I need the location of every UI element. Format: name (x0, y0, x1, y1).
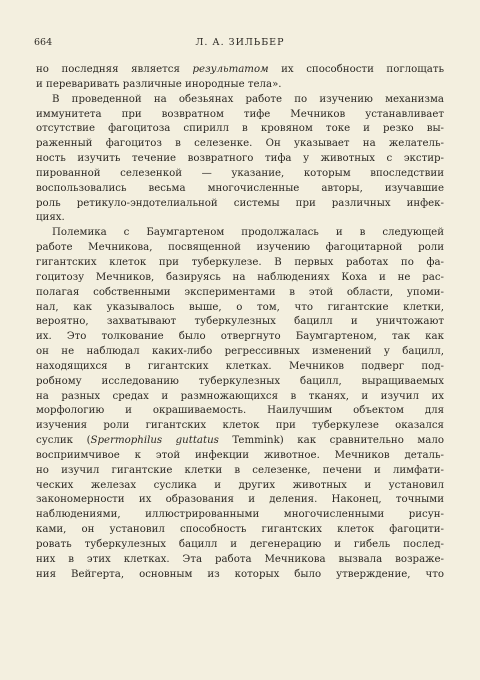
paragraph (36, 226, 444, 582)
paragraph (36, 63, 444, 93)
species-name: Spermophilus guttatus (90, 435, 219, 447)
body-text (36, 63, 444, 583)
text-line: но изучил гигантские клетки в селезенке, печени и лимфати- (36, 464, 444, 476)
text-line: суслик (Spermophilus guttatus Temmink) как сравнительно мало (36, 435, 444, 447)
text-line: и переваривать различные инородные тела». (36, 78, 282, 90)
text-line: восприимчивое к этой инфекции животное. Мечников деталь- (36, 449, 444, 461)
text-line: ческих железах суслика и других животных и установил (36, 479, 444, 491)
page-number: 664 (34, 37, 53, 48)
text-line: полагая собственными экспериментами в этой области, упоми- (36, 286, 444, 298)
running-title: Л. А. ЗИЛЬБЕР (195, 37, 285, 48)
text-line: находящихся в гигантских клетках. Мечников подверг под- (36, 360, 444, 372)
text-line: циях. (36, 212, 65, 224)
text-line: ность изучить течение возвратного тифа у животных с экстир- (36, 153, 444, 165)
text-line: на разных средах и размножающихся в тканях, и изучил их (36, 390, 444, 402)
text-line: нал, как указывалось выше, о том, что гигантские клетки, (36, 301, 444, 313)
text-line: он не наблюдал каких-либо регрессивных изменений у бацилл, (36, 346, 444, 358)
paragraph (36, 93, 444, 227)
text-line: пированной селезенкой — указание, которым впоследствии (36, 167, 444, 179)
text-line: ния Вейгерта, основным из которых было утверждение, что (36, 568, 444, 580)
text-line: морфологию и окрашиваемость. Наилучшим объектом для (36, 405, 444, 417)
text-line: воспользовались весьма многочисленные авторы, изучавшие (36, 182, 444, 194)
page-header (34, 36, 446, 50)
text-line: ками, он установил способность гигантских клеток фагоцити- (36, 524, 444, 536)
text-line: их. Это толкование было отвергнуто Баумгартеном, так как (36, 331, 444, 343)
text-line: Полемика с Баумгартеном продолжалась и в следующей (52, 227, 444, 239)
text-line: вероятно, захватывают туберкулезных бацилл и уничтожают (36, 316, 444, 328)
text-line: роль ретикуло-эндотелиальной системы при различных инфек- (36, 197, 444, 209)
text-line: работе Мечникова, посвященной изучению фагоцитарной роли (36, 242, 444, 254)
text-line: но последняя является результатом их способности поглощать (36, 64, 445, 75)
emphasis: результатом (192, 64, 269, 75)
text-line: них в этих клетках. Эта работа Мечникова вызвала возраже- (36, 553, 444, 565)
text-line: изучения роли гигантских клеток при туберкулезе оказался (36, 420, 444, 432)
text-line: робному исследованию туберкулезных бацилл, выращиваемых (36, 375, 444, 387)
text-line: отсутствие фагоцитоза спирилл в кровяном токе и резко вы- (36, 123, 444, 135)
text-line: гоцитозу Мечников, базируясь на наблюдениях Коха и не рас- (36, 271, 444, 283)
text-line: ровать туберкулезных бацилл и дегенерацию и гибель послед- (36, 539, 444, 550)
text-line: гигантских клеток при туберкулезе. В первых работах по фа- (36, 256, 444, 268)
text-line: наблюдениями, иллюстрированными многочисленными рисун- (36, 509, 444, 521)
text-line: раженный фагоцитоз в селезенке. Он указывает на желатель- (36, 138, 444, 150)
text-line: иммунитета при возвратном тифе Мечников устанавливает (36, 108, 444, 120)
text-line: закономерности их образования и деления. Наконец, точными (36, 494, 444, 506)
text-line: В проведенной на обезьянах работе по изучению механизма (52, 93, 444, 105)
